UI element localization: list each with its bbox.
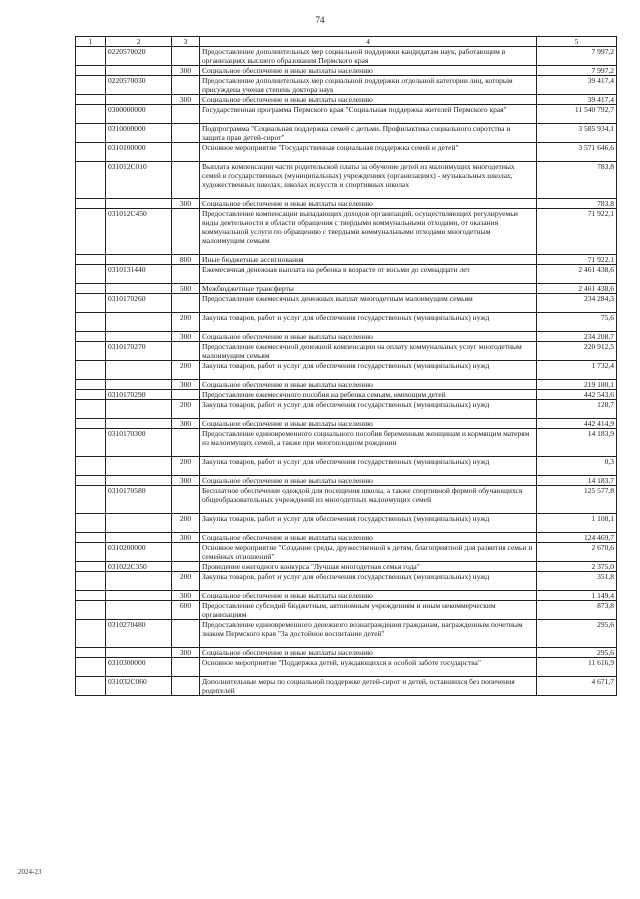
- cell-empty: [76, 562, 106, 572]
- cell-type: [172, 486, 200, 514]
- cell-empty: [76, 162, 106, 199]
- header-col-3: 3: [172, 37, 200, 47]
- cell-code: 0310170290: [106, 390, 172, 400]
- cell-amount: 71 922,1: [537, 255, 617, 265]
- cell-name: Ежемесячная денежная выплата на ребенка в возрасте от восьми до семнадцати лет: [200, 265, 537, 284]
- cell-name: Социальное обеспечение и иные выплаты населению: [200, 476, 537, 486]
- footer-code: 2024-23: [18, 868, 42, 876]
- cell-amount: 11 616,9: [537, 658, 617, 677]
- cell-code: 0310300000: [106, 658, 172, 677]
- cell-name: Бесплатное обеспечение одеждой для посещения школы, а также спортивной формой обучающихся общеобразовательных учреждений из многодетных малоимущих семей: [200, 486, 537, 514]
- table-row: [76, 429, 617, 457]
- budget-table: [75, 36, 617, 696]
- table-row: [76, 124, 617, 143]
- cell-amount: 39 417,4: [537, 76, 617, 95]
- cell-amount: 0,3: [537, 457, 617, 476]
- cell-amount: 442 543,6: [537, 390, 617, 400]
- cell-empty: [76, 66, 106, 76]
- cell-code: [106, 400, 172, 419]
- cell-empty: [76, 76, 106, 95]
- table-row: [76, 476, 617, 486]
- cell-name: Предоставление компенсации выпадающих доходов организаций, осуществляющих регулируемые виды деятельности в области обращения с твердыми коммунальными отходами, от оказания коммунальной услуги по обращению с твердыми коммунальными отходами многодетным малоимущим семьям: [200, 209, 537, 255]
- cell-amount: 873,8: [537, 601, 617, 620]
- table-row: [76, 284, 617, 294]
- cell-type: [172, 105, 200, 124]
- cell-code: 0220570030: [106, 76, 172, 95]
- cell-code: [106, 476, 172, 486]
- cell-empty: [76, 429, 106, 457]
- cell-code: [106, 95, 172, 105]
- cell-empty: [76, 486, 106, 514]
- cell-code: 0310000000: [106, 124, 172, 143]
- cell-empty: [76, 514, 106, 533]
- table-row: [76, 76, 617, 95]
- table-row: [76, 47, 617, 66]
- cell-type: [172, 342, 200, 361]
- cell-type: 300: [172, 332, 200, 342]
- cell-amount: 234 284,3: [537, 294, 617, 313]
- cell-name: Закупка товаров, работ и услуг для обеспечения государственных (муниципальных) нужд: [200, 361, 537, 380]
- cell-type: 200: [172, 572, 200, 591]
- cell-amount: 11 540 792,7: [537, 105, 617, 124]
- cell-empty: [76, 658, 106, 677]
- cell-name: Социальное обеспечение и иные выплаты населению: [200, 380, 537, 390]
- table-row: [76, 66, 617, 76]
- table-row: [76, 562, 617, 572]
- cell-code: [106, 284, 172, 294]
- cell-type: 200: [172, 313, 200, 332]
- cell-type: 300: [172, 419, 200, 429]
- cell-type: [172, 429, 200, 457]
- cell-empty: [76, 255, 106, 265]
- table-row: [76, 572, 617, 591]
- cell-type: [172, 390, 200, 400]
- cell-empty: [76, 265, 106, 284]
- table-row: [76, 486, 617, 514]
- cell-empty: [76, 361, 106, 380]
- cell-empty: [76, 47, 106, 66]
- cell-amount: 14 183,9: [537, 429, 617, 457]
- cell-type: [172, 677, 200, 696]
- cell-type: 600: [172, 601, 200, 620]
- cell-amount: 234 208,7: [537, 332, 617, 342]
- cell-code: [106, 601, 172, 620]
- table-row: [76, 591, 617, 601]
- cell-type: 300: [172, 591, 200, 601]
- cell-amount: 1 149,4: [537, 591, 617, 601]
- cell-name: Межбюджетные трансферты: [200, 284, 537, 294]
- cell-name: Социальное обеспечение и иные выплаты населению: [200, 533, 537, 543]
- cell-type: [172, 143, 200, 162]
- cell-name: Подпрограмма "Социальная поддержка семей с детьми. Профилактика социального сиротства и защита прав детей-сирот": [200, 124, 537, 143]
- cell-empty: [76, 620, 106, 648]
- cell-type: [172, 658, 200, 677]
- cell-name: Предоставление субсидий бюджетным, автономным учреждениям и иным некоммерческим организациям: [200, 601, 537, 620]
- cell-name: Иные бюджетные ассигнования: [200, 255, 537, 265]
- cell-type: [172, 47, 200, 66]
- table-row: [76, 255, 617, 265]
- table-row: [76, 400, 617, 419]
- cell-type: 300: [172, 648, 200, 658]
- table-row: [76, 533, 617, 543]
- table-row: [76, 162, 617, 199]
- cell-name: Предоставление дополнительных мер социальной поддержки кандидатам наук, работающим в организациях высшего образования Пермского края: [200, 47, 537, 66]
- cell-name: Государственная программа Пермского края "Социальная поддержка жителей Пермского края": [200, 105, 537, 124]
- table-row: [76, 209, 617, 255]
- cell-empty: [76, 457, 106, 476]
- cell-code: [106, 419, 172, 429]
- cell-code: 0310100000: [106, 143, 172, 162]
- cell-code: 0310131440: [106, 265, 172, 284]
- cell-code: [106, 591, 172, 601]
- cell-code: 031022С350: [106, 562, 172, 572]
- table-row: [76, 95, 617, 105]
- table-row: [76, 648, 617, 658]
- cell-name: Основное мероприятие "Государственная социальная поддержка семей и детей": [200, 143, 537, 162]
- cell-type: 800: [172, 255, 200, 265]
- cell-empty: [76, 390, 106, 400]
- cell-name: Социальное обеспечение и иные выплаты населению: [200, 332, 537, 342]
- cell-code: [106, 332, 172, 342]
- cell-code: 0300000000: [106, 105, 172, 124]
- table-row: [76, 342, 617, 361]
- cell-empty: [76, 543, 106, 562]
- table-header-row: [76, 37, 617, 47]
- cell-empty: [76, 419, 106, 429]
- cell-name: Проведение ежегодного конкурса "Лучшая многодетная семья года": [200, 562, 537, 572]
- table-row: [76, 390, 617, 400]
- cell-name: Предоставление ежемесячной денежной компенсации на оплату коммунальных услуг многодетным малоимущим семьям: [200, 342, 537, 361]
- cell-empty: [76, 677, 106, 696]
- cell-name: Социальное обеспечение и иные выплаты населению: [200, 419, 537, 429]
- table-row: [76, 677, 617, 696]
- cell-code: 0310270480: [106, 620, 172, 648]
- cell-name: Социальное обеспечение и иные выплаты населению: [200, 648, 537, 658]
- table-row: [76, 105, 617, 124]
- cell-code: [106, 380, 172, 390]
- cell-name: Социальное обеспечение и иные выплаты населению: [200, 95, 537, 105]
- cell-type: 300: [172, 66, 200, 76]
- cell-amount: 124 469,7: [537, 533, 617, 543]
- table-row: [76, 658, 617, 677]
- cell-type: [172, 620, 200, 648]
- cell-empty: [76, 591, 106, 601]
- cell-code: [106, 648, 172, 658]
- cell-amount: 4 671,7: [537, 677, 617, 696]
- cell-empty: [76, 209, 106, 255]
- cell-name: Социальное обеспечение и иные выплаты населению: [200, 591, 537, 601]
- cell-name: Выплата компенсации части родительской платы за обучение детей из малоимущих многодетных семей в государственных (муниципальных) учреждениях (организациях) - музыкальных школах, художественных школах, школах искусств и спортивных школах: [200, 162, 537, 199]
- cell-type: 500: [172, 284, 200, 294]
- cell-name: Предоставление единовременного денежного вознаграждения гражданам, награжденным почетным знаком Пермского края "За достойное воспитание детей": [200, 620, 537, 648]
- cell-name: Закупка товаров, работ и услуг для обеспечения государственных (муниципальных) нужд: [200, 313, 537, 332]
- header-col-1: 1: [76, 37, 106, 47]
- cell-amount: 125 577,8: [537, 486, 617, 514]
- cell-type: 200: [172, 361, 200, 380]
- cell-name: Закупка товаров, работ и услуг для обеспечения государственных (муниципальных) нужд: [200, 572, 537, 591]
- cell-name: Социальное обеспечение и иные выплаты населению: [200, 199, 537, 209]
- cell-code: [106, 313, 172, 332]
- header-col-5: 5: [537, 37, 617, 47]
- cell-type: [172, 543, 200, 562]
- cell-empty: [76, 400, 106, 419]
- cell-amount: 2 461 438,6: [537, 284, 617, 294]
- cell-code: [106, 255, 172, 265]
- cell-empty: [76, 143, 106, 162]
- cell-amount: 442 414,9: [537, 419, 617, 429]
- cell-amount: 75,6: [537, 313, 617, 332]
- cell-amount: 295,6: [537, 648, 617, 658]
- table-row: [76, 332, 617, 342]
- cell-name: Дополнительные меры по социальной поддержке детей-сирот и детей, оставшихся без попечения родителей: [200, 677, 537, 696]
- cell-code: 0310170270: [106, 342, 172, 361]
- table-row: [76, 419, 617, 429]
- cell-empty: [76, 380, 106, 390]
- table-row: [76, 265, 617, 284]
- cell-code: 0220570020: [106, 47, 172, 66]
- cell-amount: 3 571 646,6: [537, 143, 617, 162]
- cell-code: 031012С010: [106, 162, 172, 199]
- cell-code: [106, 457, 172, 476]
- cell-amount: 14 183,7: [537, 476, 617, 486]
- cell-type: 200: [172, 457, 200, 476]
- cell-amount: 2 670,6: [537, 543, 617, 562]
- cell-empty: [76, 294, 106, 313]
- cell-type: [172, 562, 200, 572]
- cell-code: [106, 66, 172, 76]
- cell-code: [106, 572, 172, 591]
- cell-name: Предоставление дополнительных мер социальной поддержки отдельной категории лиц, которым присуждена ученая степень доктора наук: [200, 76, 537, 95]
- table-row: [76, 620, 617, 648]
- cell-amount: 1 108,1: [537, 514, 617, 533]
- table-row: [76, 313, 617, 332]
- cell-amount: 39 417,4: [537, 95, 617, 105]
- cell-type: 300: [172, 380, 200, 390]
- cell-name: Основное мероприятие "Создание среды, дружественной к детям, благоприятной для развития семьи и семейных отношений": [200, 543, 537, 562]
- cell-empty: [76, 313, 106, 332]
- cell-type: 200: [172, 514, 200, 533]
- table-row: [76, 601, 617, 620]
- cell-amount: 128,7: [537, 400, 617, 419]
- header-col-2: 2: [106, 37, 172, 47]
- header-col-4: 4: [200, 37, 537, 47]
- table-row: [76, 361, 617, 380]
- page-number: 74: [315, 15, 325, 25]
- table-row: [76, 199, 617, 209]
- cell-code: 0310200000: [106, 543, 172, 562]
- cell-name: Основное мероприятие "Поддержка детей, нуждающихся в особой заботе государства": [200, 658, 537, 677]
- table-body: [76, 47, 617, 696]
- table-row: [76, 543, 617, 562]
- cell-amount: 3 585 934,1: [537, 124, 617, 143]
- cell-type: [172, 162, 200, 199]
- cell-amount: 783,8: [537, 199, 617, 209]
- cell-empty: [76, 284, 106, 294]
- cell-code: [106, 514, 172, 533]
- cell-amount: 783,8: [537, 162, 617, 199]
- cell-code: [106, 199, 172, 209]
- cell-amount: 2 461 438,6: [537, 265, 617, 284]
- cell-type: [172, 209, 200, 255]
- cell-amount: 219 180,1: [537, 380, 617, 390]
- cell-empty: [76, 476, 106, 486]
- cell-amount: 220 912,5: [537, 342, 617, 361]
- cell-type: [172, 124, 200, 143]
- cell-type: [172, 294, 200, 313]
- cell-type: [172, 265, 200, 284]
- cell-amount: 351,8: [537, 572, 617, 591]
- cell-empty: [76, 105, 106, 124]
- cell-name: Закупка товаров, работ и услуг для обеспечения государственных (муниципальных) нужд: [200, 457, 537, 476]
- cell-type: 200: [172, 400, 200, 419]
- cell-empty: [76, 342, 106, 361]
- cell-empty: [76, 332, 106, 342]
- cell-empty: [76, 572, 106, 591]
- cell-type: [172, 76, 200, 95]
- cell-amount: 2 375,0: [537, 562, 617, 572]
- cell-empty: [76, 648, 106, 658]
- cell-name: Предоставление ежемесячных денежных выплат многодетным малоимущим семьям: [200, 294, 537, 313]
- cell-name: Предоставление единовременного социального пособия беременным женщинам и кормящим матерям из малоимущих семей, а также при многоплодном рождении: [200, 429, 537, 457]
- cell-code: [106, 533, 172, 543]
- cell-code: 031012С450: [106, 209, 172, 255]
- cell-empty: [76, 533, 106, 543]
- cell-name: Социальное обеспечение и иные выплаты населению: [200, 66, 537, 76]
- cell-name: Закупка товаров, работ и услуг для обеспечения государственных (муниципальных) нужд: [200, 514, 537, 533]
- cell-empty: [76, 601, 106, 620]
- cell-amount: 71 922,1: [537, 209, 617, 255]
- cell-amount: 7 997,2: [537, 47, 617, 66]
- cell-code: 0310170580: [106, 486, 172, 514]
- cell-name: Закупка товаров, работ и услуг для обеспечения государственных (муниципальных) нужд: [200, 400, 537, 419]
- cell-type: 300: [172, 533, 200, 543]
- cell-name: Предоставление ежемесячного пособия на ребенка семьям, имеющим детей: [200, 390, 537, 400]
- cell-type: 300: [172, 199, 200, 209]
- cell-amount: 7 997,2: [537, 66, 617, 76]
- cell-code: [106, 361, 172, 380]
- table-row: [76, 514, 617, 533]
- cell-amount: 295,6: [537, 620, 617, 648]
- cell-code: 0310170260: [106, 294, 172, 313]
- table-row: [76, 380, 617, 390]
- cell-type: 300: [172, 476, 200, 486]
- table-row: [76, 294, 617, 313]
- table-row: [76, 457, 617, 476]
- cell-empty: [76, 95, 106, 105]
- cell-empty: [76, 124, 106, 143]
- cell-type: 300: [172, 95, 200, 105]
- cell-code: 031032С060: [106, 677, 172, 696]
- cell-code: 0310170300: [106, 429, 172, 457]
- table-row: [76, 143, 617, 162]
- cell-empty: [76, 199, 106, 209]
- cell-amount: 1 732,4: [537, 361, 617, 380]
